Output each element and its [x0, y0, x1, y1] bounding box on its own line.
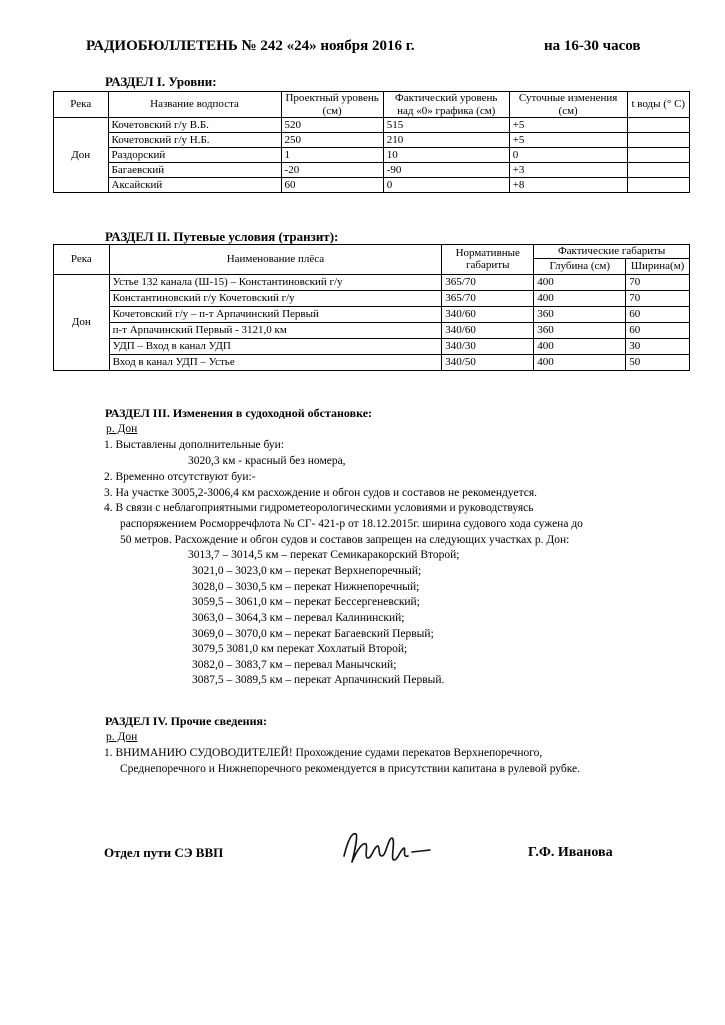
depth: 360	[534, 322, 626, 338]
col-reach-name: Наименование плёса	[109, 245, 442, 275]
section3-title: РАЗДЕЛ III. Изменения в судоходной обстановке:	[105, 406, 373, 420]
table-row	[54, 118, 690, 133]
depth: 400	[534, 338, 626, 354]
norm-dims: 365/70	[442, 290, 534, 306]
levels-table	[53, 91, 690, 193]
daily-change: +5	[509, 118, 627, 133]
width: 60	[626, 322, 690, 338]
design-level: 520	[281, 118, 383, 133]
table-row	[54, 133, 690, 148]
list-item: 3069,0 – 3070,0 км – перекат Багаевский Первый;	[192, 628, 434, 640]
col-station: Название водпоста	[108, 92, 281, 118]
section3-item-4a: 4. В связи с неблагоприятными гидрометеорологическими условиями и руководствуясь	[104, 502, 534, 514]
bulletin-time: на 16-30 часов	[544, 38, 641, 54]
department-name: Отдел пути СЭ ВВП	[104, 845, 224, 860]
norm-dims: 340/60	[442, 306, 534, 322]
table-row	[54, 148, 690, 163]
station-name: Кочетовский г/у Н.Б.	[108, 133, 281, 148]
col-water-temp: t воды (° С)	[627, 92, 689, 118]
section3-item-1: 1. Выставлены дополнительные буи:	[104, 439, 285, 451]
section3-item-1a: 3020,3 км - красный без номера,	[188, 455, 346, 467]
water-temp	[627, 163, 689, 178]
table-row	[54, 290, 690, 306]
water-temp	[627, 133, 689, 148]
section3-item-4b: распоряжением Росморречфлота № СГ- 421-р от 18.12.2015г. ширина судового хода сужена до	[120, 518, 583, 530]
list-item: 3059,5 – 3061,0 км – перекат Бессергеневский;	[192, 596, 420, 608]
col-design-level: Проектный уровень (см)	[281, 92, 383, 118]
station-name: Раздорский	[108, 148, 281, 163]
levels-header-row	[54, 92, 690, 118]
actual-level: 515	[383, 118, 509, 133]
reach-name: п-т Арпачинский Первый - 3121,0 км	[109, 322, 442, 338]
norm-dims: 365/70	[442, 274, 534, 290]
river-cell: Дон	[54, 118, 109, 193]
norm-dims: 340/60	[442, 322, 534, 338]
list-item: 3013,7 – 3014,5 км – перекат Семикаракорский Второй;	[188, 549, 460, 561]
section4-item-1b: Среднепоречного и Нижнепоречного рекомендуется в присутствии капитана в рулевой рубке.	[120, 763, 581, 775]
col-depth: Глубина (см)	[534, 258, 626, 274]
depth: 400	[534, 290, 626, 306]
col-norm-dims: Нормативные габариты	[442, 245, 534, 275]
water-temp	[627, 148, 689, 163]
table-row	[54, 354, 690, 370]
design-level: 1	[281, 148, 383, 163]
actual-level: 0	[383, 178, 509, 193]
daily-change: +8	[509, 178, 627, 193]
transit-table	[53, 244, 690, 371]
table-row	[54, 163, 690, 178]
list-item: 3028,0 – 3030,5 км – перекат Нижнепоречный;	[192, 581, 420, 593]
section4-river: р. Дон	[106, 731, 138, 743]
signature	[338, 826, 438, 870]
section3-item-4c: 50 метров. Расхождение и обгон судов и составов запрещен на следующих участках р. Дон:	[120, 534, 570, 546]
reach-name: Константиновский г/у Кочетовский г/у	[109, 290, 442, 306]
daily-change: +5	[509, 133, 627, 148]
depth: 400	[534, 354, 626, 370]
section1-title: РАЗДЕЛ I. Уровни:	[105, 74, 217, 89]
depth: 400	[534, 274, 626, 290]
actual-level: 210	[383, 133, 509, 148]
water-temp	[627, 178, 689, 193]
col-width: Ширина(м)	[626, 258, 690, 274]
water-temp	[627, 118, 689, 133]
list-item: 3063,0 – 3064,3 км – перевал Калининский;	[192, 612, 405, 624]
width: 30	[626, 338, 690, 354]
depth: 360	[534, 306, 626, 322]
table-row	[54, 274, 690, 290]
river-cell: Дон	[54, 274, 110, 370]
reach-name: Кочетовский г/у – п-т Арпачинский Первый	[109, 306, 442, 322]
transit-header-row	[54, 245, 690, 259]
bulletin-title: РАДИОБЮЛЛЕТЕНЬ № 242 «24» ноября 2016 г.	[86, 38, 415, 54]
section3-item-2: 2. Временно отсутствуют буи:-	[104, 471, 256, 483]
section4-title: РАЗДЕЛ IV. Прочие сведения:	[105, 714, 267, 728]
design-level: 60	[281, 178, 383, 193]
signatory-name: Г.Ф. Иванова	[528, 845, 613, 860]
width: 70	[626, 274, 690, 290]
design-level: 250	[281, 133, 383, 148]
actual-level: -90	[383, 163, 509, 178]
daily-change: 0	[509, 148, 627, 163]
station-name: Багаевский	[108, 163, 281, 178]
col-river: Река	[54, 92, 109, 118]
reach-name: Устье 132 канала (Ш-15) – Константиновский г/у	[109, 274, 442, 290]
section3-item-3: 3. На участке 3005,2-3006,4 км расхождение и обгон судов и составов не рекомендуется.	[104, 487, 538, 499]
width: 50	[626, 354, 690, 370]
col-actual-dims: Фактические габариты	[534, 245, 690, 259]
norm-dims: 340/30	[442, 338, 534, 354]
list-item: 3079,5 3081,0 км перекат Хохлатый Второй;	[192, 643, 408, 655]
norm-dims: 340/50	[442, 354, 534, 370]
actual-level: 10	[383, 148, 509, 163]
width: 60	[626, 306, 690, 322]
section2-title: РАЗДЕЛ II. Путевые условия (транзит):	[105, 229, 339, 244]
table-row	[54, 306, 690, 322]
station-name: Кочетовский г/у В.Б.	[108, 118, 281, 133]
station-name: Аксайский	[108, 178, 281, 193]
list-item: 3082,0 – 3083,7 км – перевал Манычский;	[192, 659, 397, 671]
col-actual-level: Фактический уровень над «0» графика (см)	[383, 92, 509, 118]
section3-river: р. Дон	[106, 423, 138, 435]
col-river: Река	[54, 245, 110, 275]
table-row	[54, 178, 690, 193]
reach-name: УДП – Вход в канал УДП	[109, 338, 442, 354]
table-row	[54, 322, 690, 338]
reach-name: Вход в канал УДП – Устье	[109, 354, 442, 370]
table-row	[54, 338, 690, 354]
list-item: 3021,0 – 3023,0 км – перекат Верхнепоречный;	[192, 565, 422, 577]
section4-item-1a: 1. ВНИМАНИЮ СУДОВОДИТЕЛЕЙ! Прохождение судами перекатов Верхнепоречного,	[104, 747, 543, 759]
col-daily-change: Суточные изменения (см)	[509, 92, 627, 118]
design-level: -20	[281, 163, 383, 178]
list-item: 3087,5 – 3089,5 км – перекат Арпачинский Первый.	[192, 674, 445, 686]
daily-change: +3	[509, 163, 627, 178]
width: 70	[626, 290, 690, 306]
